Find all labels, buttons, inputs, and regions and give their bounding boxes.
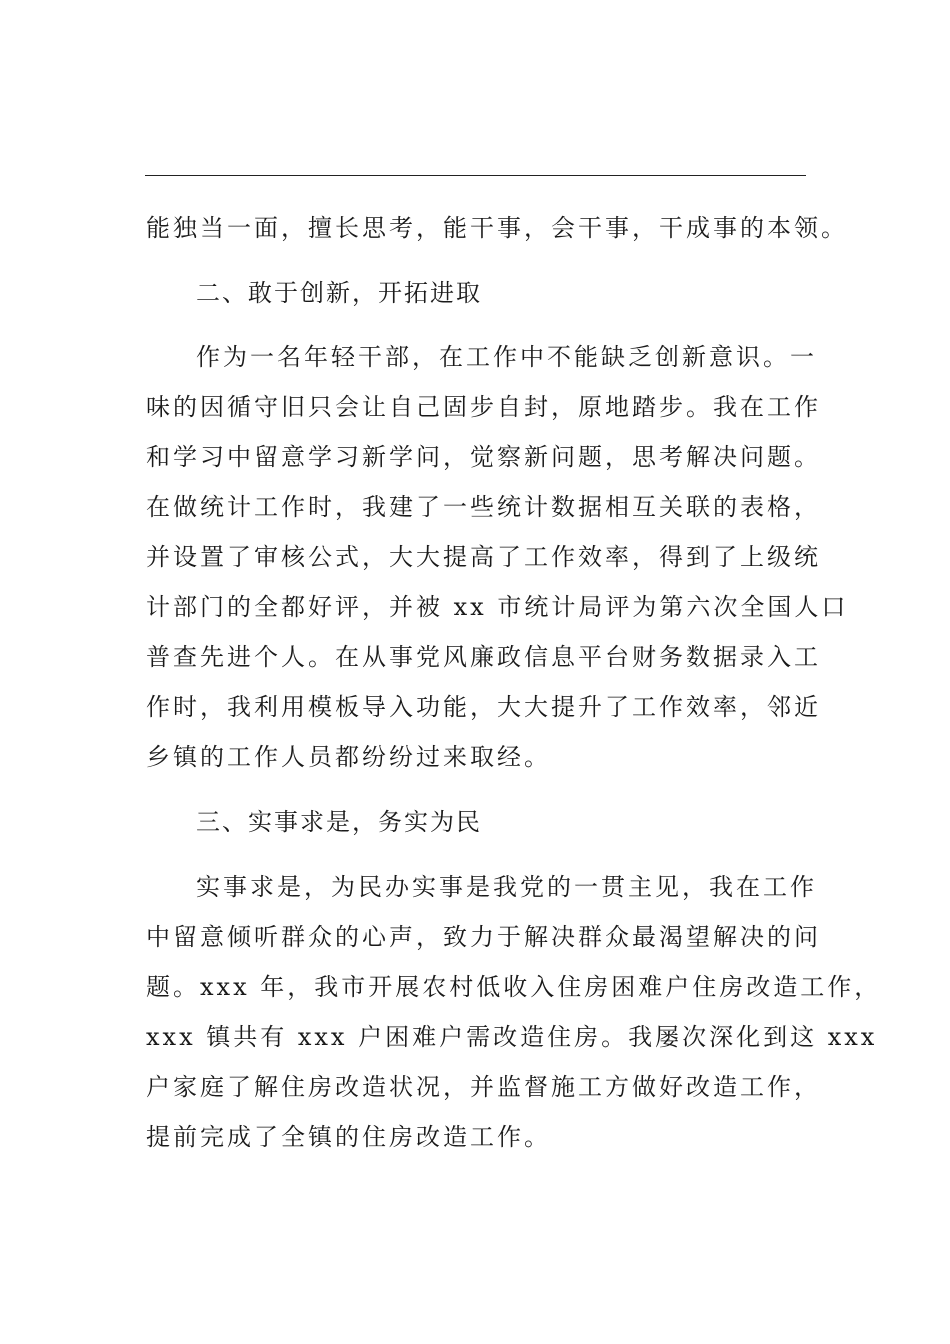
paragraph-line: 户家庭了解住房改造状况，并监督施工方做好改造工作， — [146, 1073, 821, 1101]
paragraph-line: 提前完成了全镇的住房改造工作。 — [146, 1123, 551, 1151]
paragraph-line: 题。xxx 年，我市开展农村低收入住房困难户住房改造工作， — [146, 973, 882, 1001]
paragraph-line: 计部门的全都好评，并被 xx 市统计局评为第六次全国人口 — [146, 593, 849, 621]
paragraph-line: 作为一名年轻干部，在工作中不能缺乏创新意识。一 — [196, 343, 817, 371]
paragraph-line: 普查先进个人。在从事党风廉政信息平台财务数据录入工 — [146, 643, 821, 671]
paragraph-line: 和学习中留意学习新学问，觉察新问题，思考解决问题。 — [146, 443, 821, 471]
paragraph-line: 味的因循守旧只会让自己固步自封，原地踏步。我在工作 — [146, 393, 821, 421]
paragraph-line: xxx 镇共有 xxx 户困难户需改造住房。我屡次深化到这 xxx — [146, 1023, 878, 1051]
paragraph-line: 作时，我利用模板导入功能，大大提升了工作效率，邻近 — [146, 693, 821, 721]
header-rule — [145, 175, 806, 176]
paragraph-line: 乡镇的工作人员都纷纷过来取经。 — [146, 743, 551, 771]
paragraph-line: 能独当一面，擅长思考，能干事，会干事，干成事的本领。 — [146, 214, 848, 242]
paragraph-line: 中留意倾听群众的心声，致力于解决群众最渴望解决的问 — [146, 923, 821, 951]
paragraph-line: 并设置了审核公式，大大提高了工作效率，得到了上级统 — [146, 543, 821, 571]
paragraph-line: 在做统计工作时，我建了一些统计数据相互关联的表格， — [146, 493, 821, 521]
section-heading: 三、实事求是，务实为民 — [196, 808, 482, 836]
paragraph-line: 实事求是，为民办实事是我党的一贯主见，我在工作 — [196, 873, 817, 901]
section-heading: 二、敢于创新，开拓进取 — [196, 279, 482, 307]
